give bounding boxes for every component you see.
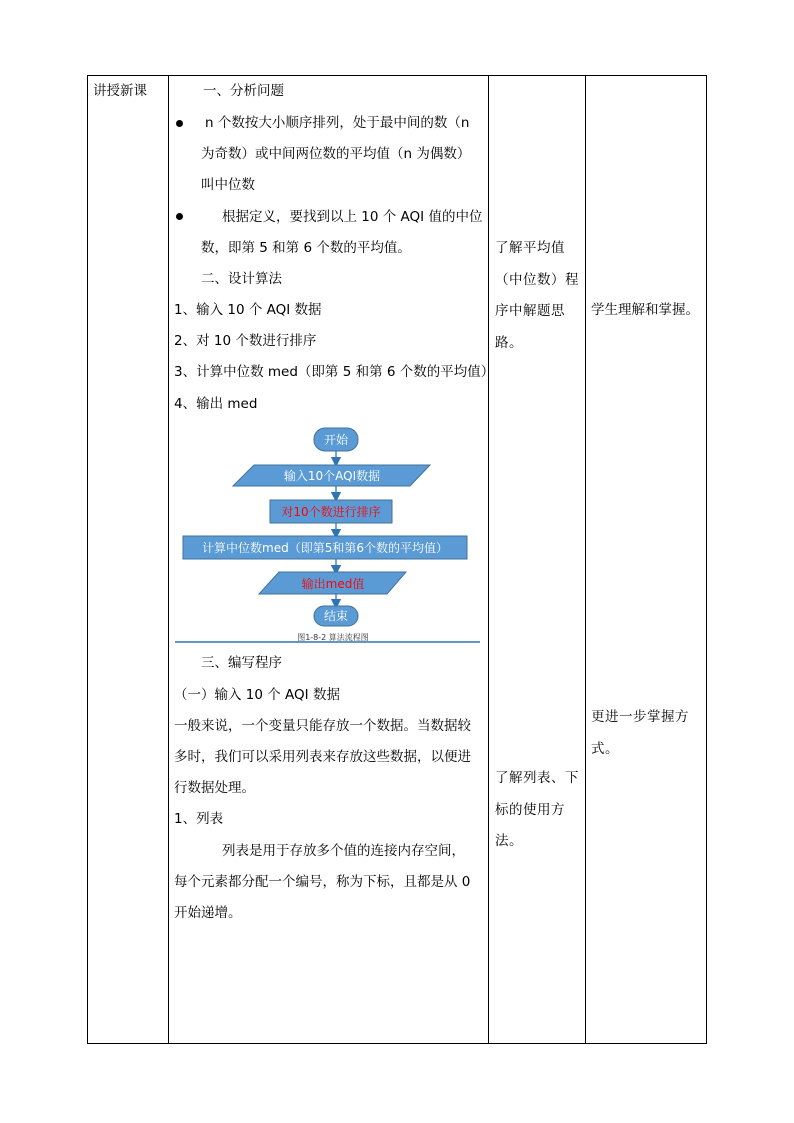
- heading-design: 二、设计算法: [201, 271, 282, 287]
- student-activity-2: 了解列表、下 标的使用方 法。: [495, 770, 579, 849]
- bullet2-line2: 数，即第 5 和第 6 个数的平均值。: [201, 240, 411, 256]
- bullet1-line3: 叫中位数: [201, 177, 255, 193]
- bullet1-line2: 为奇数）或中间两位数的平均值（n 为偶数）: [201, 146, 471, 162]
- bullet1-line1: n 个数按大小顺序排列，处于最中间的数（n: [205, 115, 470, 131]
- column-divider: [488, 76, 489, 1043]
- para1-line2: 多时，我们可以采用列表来存放这些数据，以便进: [174, 749, 471, 765]
- flow-output-text: 输出med值: [301, 577, 365, 591]
- student-activity-1: 了解平均值 （中位数）程 序中解题思 路。: [495, 240, 579, 351]
- step-3: 3、计算中位数 med（即第 5 和第 6 个数的平均值）: [174, 364, 495, 380]
- step-4: 4、输出 med: [174, 396, 258, 412]
- para2-line2: 每个元素都分配一个编号，称为下标，且都是从 0: [174, 874, 471, 890]
- bullet-icon: [176, 120, 183, 127]
- flow-compute-text: 计算中位数med（即第5和第6个数的平均值）: [202, 541, 448, 555]
- flowchart-caption: 图1-8-2 算法流程图: [297, 633, 369, 642]
- column-divider: [168, 76, 169, 1043]
- design-intent-1: 学生理解和掌握。: [591, 302, 699, 318]
- flow-sort-text: 对10个数进行排序: [281, 505, 381, 519]
- bullet-icon: [176, 213, 183, 220]
- flow-end-text: 结束: [323, 609, 349, 623]
- para1-line3: 行数据处理。: [174, 780, 255, 796]
- bullet2-line1: 根据定义，要找到以上 10 个 AQI 值的中位: [222, 209, 483, 225]
- list-title: 1、列表: [174, 811, 224, 827]
- flow-input-text: 输入10个AQI数据: [283, 469, 381, 483]
- sub-heading-input: （一）输入 10 个 AQI 数据: [174, 687, 340, 703]
- heading-analysis: 一、分析问题: [203, 83, 284, 99]
- para1-line1: 一般来说，一个变量只能存放一个数据。当数据较: [174, 718, 471, 734]
- para2-line1: 列表是用于存放多个值的连接内存空间，: [222, 843, 465, 859]
- heading-program: 三、编写程序: [201, 655, 282, 671]
- design-intent-2: 更进一步掌握方 式。: [591, 709, 689, 757]
- section-label: 讲授新课: [93, 83, 147, 99]
- flow-start-text: 开始: [323, 433, 349, 447]
- step-2: 2、对 10 个数进行排序: [174, 333, 317, 349]
- algorithm-flowchart: [175, 425, 485, 654]
- para2-line3: 开始递增。: [174, 905, 242, 921]
- step-1: 1、输入 10 个 AQI 数据: [174, 302, 322, 318]
- column-divider: [585, 76, 586, 1043]
